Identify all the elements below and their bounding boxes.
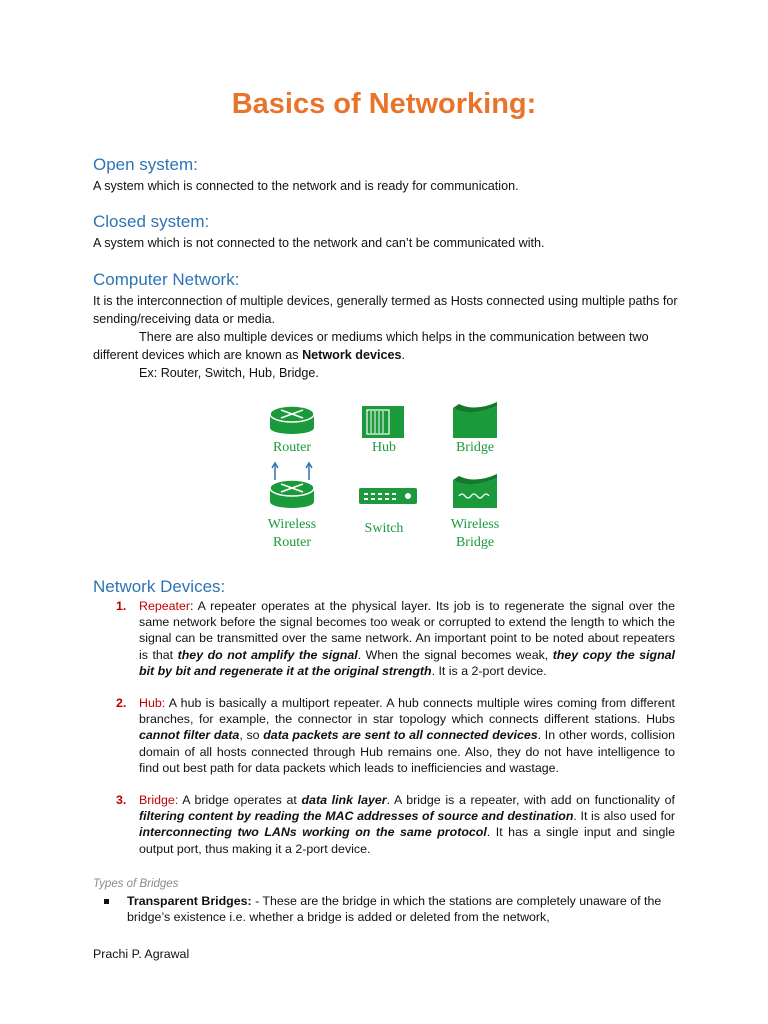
hub-text-3: . In other words, collision domain of all hosts connected through Hub remains one. Also, they do not have intelligence to find out best path for data packets which leads to inefficiencies and wastage. [139, 728, 676, 775]
bridge-icon [453, 402, 497, 438]
list-number: 2. [116, 696, 127, 711]
wireless-bridge-label-1: Wireless [450, 517, 500, 532]
repeater-text-3: . It is a 2-port device. [431, 663, 547, 678]
p2-text: There are also multiple devices or mediums which helps in the communication between two different devices which are known as [93, 330, 649, 362]
network-devices-figure [261, 400, 506, 550]
bridge-label: Bridge [455, 440, 495, 455]
wireless-router-label-1: Wireless [267, 517, 317, 532]
repeater-text-1: : A repeater operates at the physical layer. Its job is to regenerate the signal over the same network before the signal becomes too weak or corrupted to extend the length to which the signal can be transmitted over the same network. An important point to be noted about repeaters is that [139, 599, 675, 662]
switch-icon [359, 488, 417, 504]
bridge-text-4: . It has a single input and single output port, thus making it a 2-port device. [139, 825, 675, 856]
hub-emphasis-2: data packets are sent to all connected devices [263, 728, 538, 743]
hub-text-1: A hub is basically a multiport repeater. A hub connects multiple wires coming from different branches, for example, the connector in star topology which connects different stations. Hubs [139, 696, 675, 727]
wireless-router-icon [270, 463, 314, 508]
computer-network-p2 [93, 328, 683, 364]
closed-system-text: A system which is not connected to the network and can’t be communicated with. [93, 236, 545, 250]
router-icon [270, 406, 314, 434]
p2-end: . [401, 348, 405, 362]
bridge-text-3: . It is also used for [573, 809, 675, 824]
open-system-text: A system which is connected to the network and is ready for communication. [93, 179, 519, 193]
repeater-emphasis-1: they do not amplify the signal [177, 647, 358, 662]
transparent-bridges-text: - These are the bridge in which the stations are completely unaware of the bridge’s existence i.e. whether a bridge is added or deleted from the network, [127, 894, 662, 925]
wireless-router-label-2: Router [272, 535, 312, 550]
term-repeater: Repeater [139, 599, 190, 613]
transparent-bridges-label: Transparent Bridges: [127, 894, 252, 908]
network-devices-term: Network devices [302, 348, 402, 362]
list-item-bridge [116, 792, 675, 857]
router-label: Router [272, 440, 312, 455]
list-number: 3. [116, 793, 127, 808]
list-item-repeater [116, 598, 675, 679]
hub-icon [362, 406, 404, 438]
bridge-emphasis-3: interconnecting two LANs working on the same protocol [139, 825, 487, 840]
wireless-bridge-label-2: Bridge [455, 535, 495, 550]
computer-network-heading: Computer Network: [93, 270, 240, 289]
hub-emphasis-1: cannot filter data [139, 728, 240, 743]
open-system-heading: Open system: [93, 155, 198, 174]
bridge-text-2: . A bridge is a repeater, with add on functionality of [386, 793, 675, 808]
term-bridge: Bridge: [139, 793, 179, 808]
bridge-emphasis-1: data link layer [301, 793, 387, 808]
wireless-bridge-icon [453, 474, 497, 508]
hub-text-2: , so [239, 728, 264, 743]
types-of-bridges-heading: Types of Bridges [93, 878, 179, 890]
closed-system-heading: Closed system: [93, 212, 210, 231]
switch-label: Switch [364, 521, 404, 536]
network-devices-heading: Network Devices: [93, 577, 226, 596]
term-hub: Hub: [139, 696, 166, 711]
transparent-bridges-item [127, 893, 672, 925]
list-item-hub [116, 695, 676, 776]
hub-label: Hub [371, 440, 397, 455]
footer-author: Prachi P. Agrawal [93, 947, 190, 961]
list-number: 1. [116, 599, 127, 613]
repeater-emphasis-2: they copy the signal bit by bit and regenerate it at the original strength [139, 647, 675, 678]
page-title: Basics of Networking: [231, 88, 537, 120]
bullet-square-icon [104, 899, 109, 904]
computer-network-p1: It is the interconnection of multiple devices, generally termed as Hosts connected using multiple paths for sending/receiving data or media. [93, 294, 678, 326]
repeater-text-2: . When the signal becomes weak, [357, 647, 553, 662]
computer-network-example: Ex: Router, Switch, Hub, Bridge. [139, 366, 319, 380]
network-devices-list [116, 598, 676, 873]
bridge-text-1: A bridge operates at [178, 793, 302, 808]
bridge-emphasis-2: filtering content by reading the MAC addresses of source and destination [139, 809, 574, 824]
